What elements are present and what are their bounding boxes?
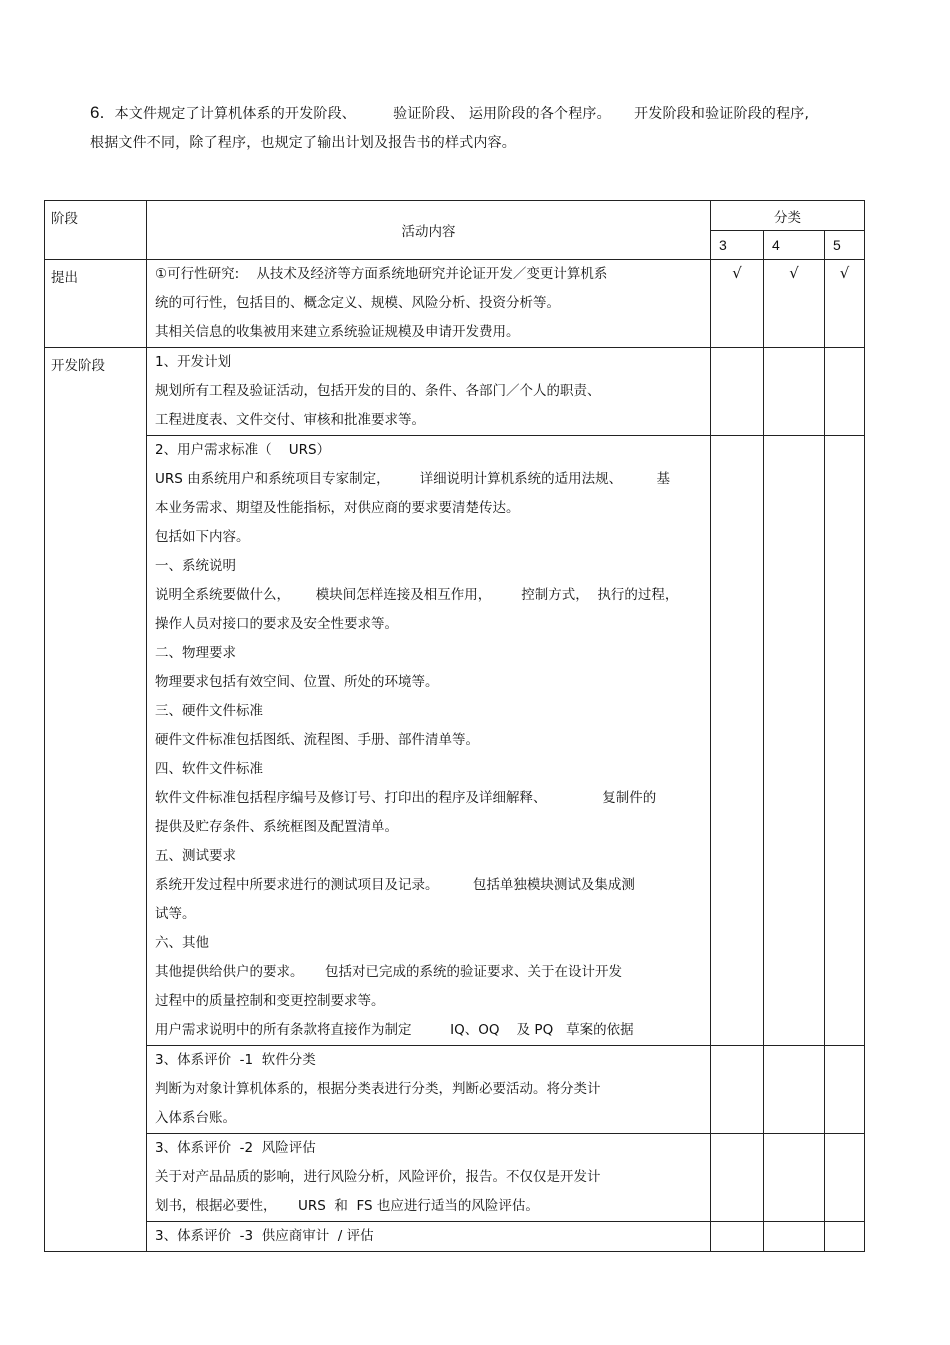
activity-line: 判断为对象计算机体系的，根据分类表进行分类，判断必要活动。将分类计	[155, 1081, 601, 1097]
table-row	[45, 1134, 865, 1222]
header-stage: 阶段	[45, 201, 147, 260]
activity-line: 物理要求包括有效空间、位置、所处的环境等。	[155, 674, 439, 690]
section-number: 6.	[90, 103, 105, 122]
activity-line: 划书，根据必要性， URS 和 FS 也应进行适当的风险评估。	[155, 1198, 539, 1214]
category-check-3	[711, 1046, 764, 1134]
category-check-4: √	[764, 260, 825, 348]
category-check-3	[711, 348, 764, 436]
table-row	[45, 1046, 865, 1134]
activity-content-cell	[147, 1222, 711, 1252]
activity-line: 1、开发计划	[155, 354, 232, 370]
activity-line: 三、硬件文件标准	[155, 703, 263, 719]
activity-line: 说明全系统要做什么， 模块间怎样连接及相互作用， 控制方式， 执行的过程，	[155, 587, 679, 603]
category-check-3	[711, 1134, 764, 1222]
category-check-5	[825, 436, 865, 1046]
activity-line: 用户需求说明中的所有条款将直接作为制定 IQ、OQ 及 PQ 草案的依据	[155, 1022, 634, 1038]
header-category: 分类	[711, 201, 865, 231]
activity-line: 规划所有工程及验证活动，包括开发的目的、条件、各部门／个人的职责、	[155, 383, 601, 399]
activity-table	[44, 200, 865, 1252]
table-row	[45, 436, 865, 1046]
activity-line: 五、测试要求	[155, 848, 236, 864]
activity-content-cell	[147, 260, 711, 348]
category-col-4: 4	[764, 231, 825, 260]
stage-cell: 提出	[45, 260, 147, 348]
category-check-5	[825, 348, 865, 436]
activity-line: 二、物理要求	[155, 645, 236, 661]
activity-content-cell	[147, 1134, 711, 1222]
stage-cell: 开发阶段	[45, 348, 147, 1252]
category-check-4	[764, 1134, 825, 1222]
activity-line: 试等。	[155, 906, 196, 922]
category-check-3	[711, 1222, 764, 1252]
category-check-4	[764, 1046, 825, 1134]
activity-content-cell	[147, 436, 711, 1046]
category-col-5: 5	[825, 231, 865, 260]
activity-line: 本业务需求、期望及性能指标，对供应商的要求要清楚传达。	[155, 500, 520, 516]
activity-content-cell	[147, 348, 711, 436]
table-row	[45, 260, 865, 348]
header-row	[45, 201, 865, 231]
activity-line: 其他提供给供户的要求。 包括对已完成的系统的验证要求、关于在设计开发	[155, 964, 622, 980]
category-check-5	[825, 1222, 865, 1252]
activity-line: 工程进度表、文件交付、审核和批准要求等。	[155, 412, 425, 428]
activity-line: 3、体系评价 -3 供应商审计 / 评估	[155, 1228, 374, 1244]
activity-line: 3、体系评价 -1 软件分类	[155, 1052, 316, 1068]
activity-line: URS 由系统用户和系统项目专家制定， 详细说明计算机系统的适用法规、 基	[155, 471, 670, 487]
header-content: 活动内容	[147, 201, 711, 260]
activity-content-cell	[147, 1046, 711, 1134]
activity-line: 其相关信息的收集被用来建立系统验证规模及申请开发费用。	[155, 324, 520, 340]
table-body	[45, 260, 865, 1252]
activity-line: 一、系统说明	[155, 558, 236, 574]
activity-line: 提供及贮存条件、系统框图及配置清单。	[155, 819, 398, 835]
intro-line-1	[90, 98, 850, 129]
activity-line: 2、用户需求标准（ URS）	[155, 442, 331, 458]
activity-line: 操作人员对接口的要求及安全性要求等。	[155, 616, 398, 632]
activity-line: 软件文件标准包括程序编号及修订号、打印出的程序及详细解释、 复制件的	[155, 790, 657, 806]
activity-line: 系统开发过程中所要求进行的测试项目及记录。 包括单独模块测试及集成测	[155, 877, 635, 893]
category-check-5: √	[825, 260, 865, 348]
activity-line: 硬件文件标准包括图纸、流程图、手册、部件清单等。	[155, 732, 479, 748]
category-check-3: √	[711, 260, 764, 348]
table-row	[45, 348, 865, 436]
activity-line: ①可行性研究: 从技术及经济等方面系统地研究并论证开发／变更计算机系	[155, 266, 608, 282]
category-check-4	[764, 348, 825, 436]
intro-text-1: 本文件规定了计算机体系的开发阶段、 验证阶段、 运用阶段的各个程序。 开发阶段和验证阶段的程序,	[114, 106, 810, 122]
category-col-3: 3	[711, 231, 764, 260]
table-row	[45, 1222, 865, 1252]
activity-line: 四、软件文件标准	[155, 761, 263, 777]
category-check-4	[764, 436, 825, 1046]
category-check-3	[711, 436, 764, 1046]
intro-line-2: 根据文件不同，除了程序，也规定了输出计划及报告书的样式内容。	[90, 135, 516, 151]
activity-line: 关于对产品品质的影响，进行风险分析，风险评价，报告。不仅仅是开发计	[155, 1169, 601, 1185]
activity-line: 过程中的质量控制和变更控制要求等。	[155, 993, 385, 1009]
category-check-5	[825, 1134, 865, 1222]
activity-line: 入体系台账。	[155, 1110, 236, 1126]
activity-line: 包括如下内容。	[155, 529, 250, 545]
activity-line: 3、体系评价 -2 风险评估	[155, 1140, 316, 1156]
activity-line: 统的可行性，包括目的、概念定义、规模、风险分析、投资分析等。	[155, 295, 560, 311]
category-check-4	[764, 1222, 825, 1252]
intro-paragraph	[90, 98, 850, 158]
activity-line: 六、其他	[155, 935, 209, 951]
category-check-5	[825, 1046, 865, 1134]
